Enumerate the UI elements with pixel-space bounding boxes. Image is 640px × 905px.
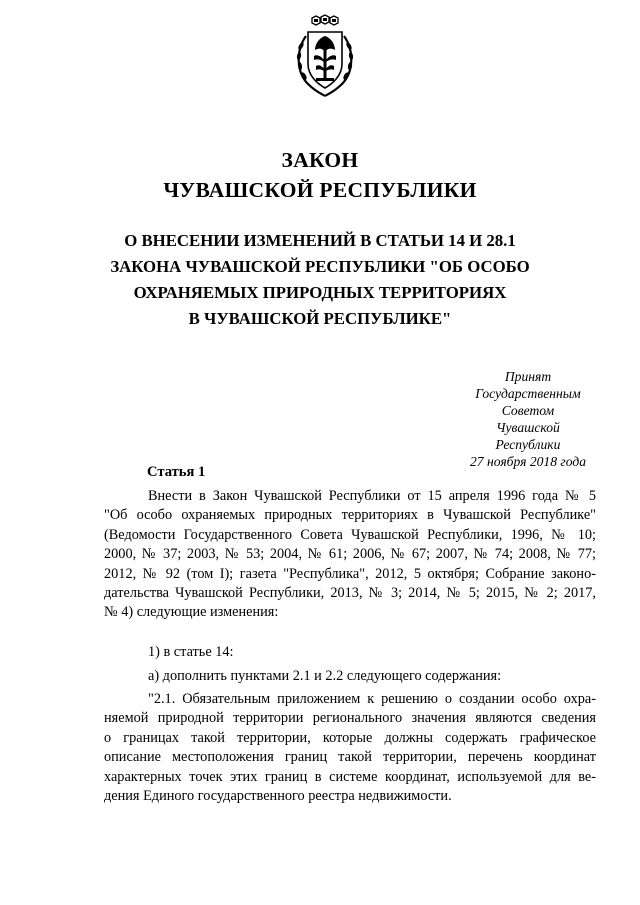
text-line: "Об особо охраняемых природных территориях в Чувашской Республике" — [104, 507, 596, 524]
text-line: о границах такой территории, которые должны содержать графическое — [104, 729, 596, 746]
document-type-heading: ЗАКОН — [281, 148, 359, 172]
text-line: 2012, № 92 (том I); газета "Республика", 2012, 5 октября; Собрание законо- — [104, 565, 596, 582]
text-line: дения Единого государственного реестра недвижимости. — [104, 788, 452, 805]
item-1: 1) в статье 14: — [148, 644, 234, 660]
text-line: Внести в Закон Чувашской Республики от 15 апреля 1996 года № 5 — [148, 488, 596, 504]
law-subject-line: ОХРАНЯЕМЫХ ПРИРОДНЫХ ТЕРРИТОРИЯХ — [133, 283, 507, 302]
text-line: няемой природной территории регионального значения являются сведения — [104, 710, 596, 727]
quoted-amendment — [104, 690, 596, 806]
text-line: характерных точек этих границ в системе координат, используемой для ве- — [104, 768, 596, 785]
text-line: дательства Чувашской Республики, 2013, № 3; 2014, № 5; 2015, № 2; 2017, — [104, 585, 596, 602]
chuvash-emblem-icon — [292, 14, 358, 100]
adoption-date: 27 ноября 2018 года — [469, 454, 587, 469]
law-subject-line: ЗАКОНА ЧУВАШСКОЙ РЕСПУБЛИКИ "ОБ ОСОБО — [110, 257, 530, 276]
adoption-note-line: Государственным Советом — [475, 386, 581, 418]
text-line: 2000, № 37; 2003, № 53; 2004, № 61; 2006, № 67; 2007, № 74; 2008, № 77; — [104, 546, 596, 563]
text-line: "2.1. Обязательным приложением к решению о создании особо охра- — [148, 691, 596, 707]
text-line: (Ведомости Государственного Совета Чувашской Республики, 1996, № 10; — [104, 526, 596, 543]
article-title: Статья 1 — [147, 464, 206, 480]
republic-heading: ЧУВАШСКОЙ РЕСПУБЛИКИ — [163, 178, 477, 202]
item-1a: а) дополнить пунктами 2.1 и 2.2 следующего содержания: — [148, 668, 502, 684]
law-subject-line: В ЧУВАШСКОЙ РЕСПУБЛИКЕ" — [188, 309, 452, 328]
law-subject-line: О ВНЕСЕНИИ ИЗМЕНЕНИЙ В СТАТЬИ 14 И 28.1 — [124, 231, 516, 250]
text-line: № 4) следующие изменения: — [104, 604, 279, 621]
adoption-note — [328, 368, 588, 470]
adoption-note-line: Чувашской Республики — [495, 420, 561, 452]
adoption-note-line: Принят — [504, 369, 552, 384]
article-intro-paragraph — [104, 487, 596, 623]
text-line: описание местоположения границ такой территории, перечень координат — [104, 749, 596, 766]
